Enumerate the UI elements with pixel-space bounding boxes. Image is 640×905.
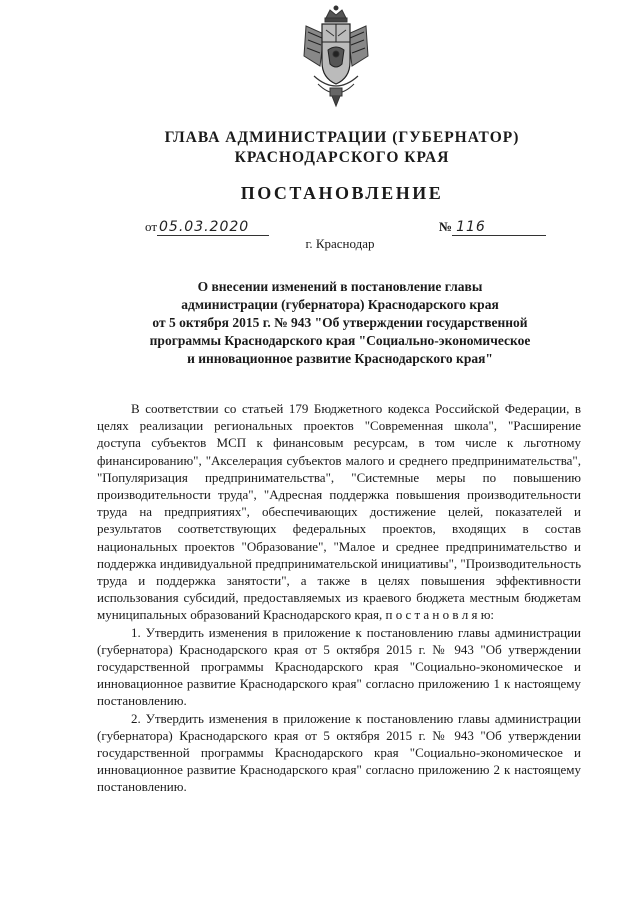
krasnodar-coat-of-arms-icon <box>300 4 372 108</box>
authority-title-line1: ГЛАВА АДМИНИСТРАЦИИ (ГУБЕРНАТОР) <box>164 129 520 146</box>
resolution-item-1: 1. Утвердить изменения в приложение к постановлению главы администрации (губернатора) Краснодарского края от 5 октября 2015 г. № 943 "Об утверждении государственной программы Краснодарского края "Социально-экономическое и инновационное развитие Краснодарского края" согласно приложению 1 к настоящему постановлению. <box>97 624 581 709</box>
number-handwritten: 116 <box>452 219 546 236</box>
date-line <box>145 219 269 236</box>
document-type-title: ПОСТАНОВЛЕНИЕ <box>240 183 444 203</box>
city-line: г. Краснодар <box>305 236 375 251</box>
date-prefix: от <box>145 219 158 234</box>
subject-line: О внесении изменений в постановление главы <box>197 279 483 294</box>
preamble-paragraph: В соответствии со статьей 179 Бюджетного кодекса Российской Федерации, в целях реализации региональных проектов "Современная школа", "Расширение доступа субъектов МСП к финансовым ресурсам, в том числе к льготному финансированию", "Акселерация субъектов малого и среднего предпринимательства", "Популяризация предпринимательства", "Системные меры по повышению производительности труда", "Адресная поддержка повышения производительности труда на предприятиях", обеспечивающих достижение целей, показателей и результатов соответствующих федеральных проектов, входящих в состав национальных проектов "Образование", "Малое и среднее предпринимательство и поддержка индивидуальной предпринимательской инициативы", "Производительность труда и поддержка занятости", а также в целях повышения эффективности использования субсидий, предоставляемых из краевого бюджета местным бюджетам муниципальных образований Краснодарского края, п о с т а н о в л я ю: <box>97 401 581 623</box>
subject-line: программы Краснодарского края "Социально-экономическое <box>149 333 531 348</box>
subject-line: от 5 октября 2015 г. № 943 "Об утверждении государственной <box>152 315 528 330</box>
date-handwritten: 05.03.2020 <box>157 219 269 236</box>
subject-line: и инновационное развитие Краснодарского края" <box>187 351 493 366</box>
authority-title-line2: КРАСНОДАРСКОГО КРАЯ <box>234 149 450 166</box>
number-prefix: № <box>439 219 453 234</box>
subject-line: администрации (губернатора) Краснодарского края <box>181 297 499 312</box>
number-line <box>439 219 546 236</box>
document-body <box>97 400 581 796</box>
resolution-item-2: 2. Утвердить изменения в приложение к постановлению главы администрации (губернатора) Краснодарского края от 5 октября 2015 г. № 943 "Об утверждении государственной программы Краснодарского края "Социально-экономическое и инновационное развитие Краснодарского края" согласно приложению 2 к настоящему постановлению. <box>97 710 581 795</box>
